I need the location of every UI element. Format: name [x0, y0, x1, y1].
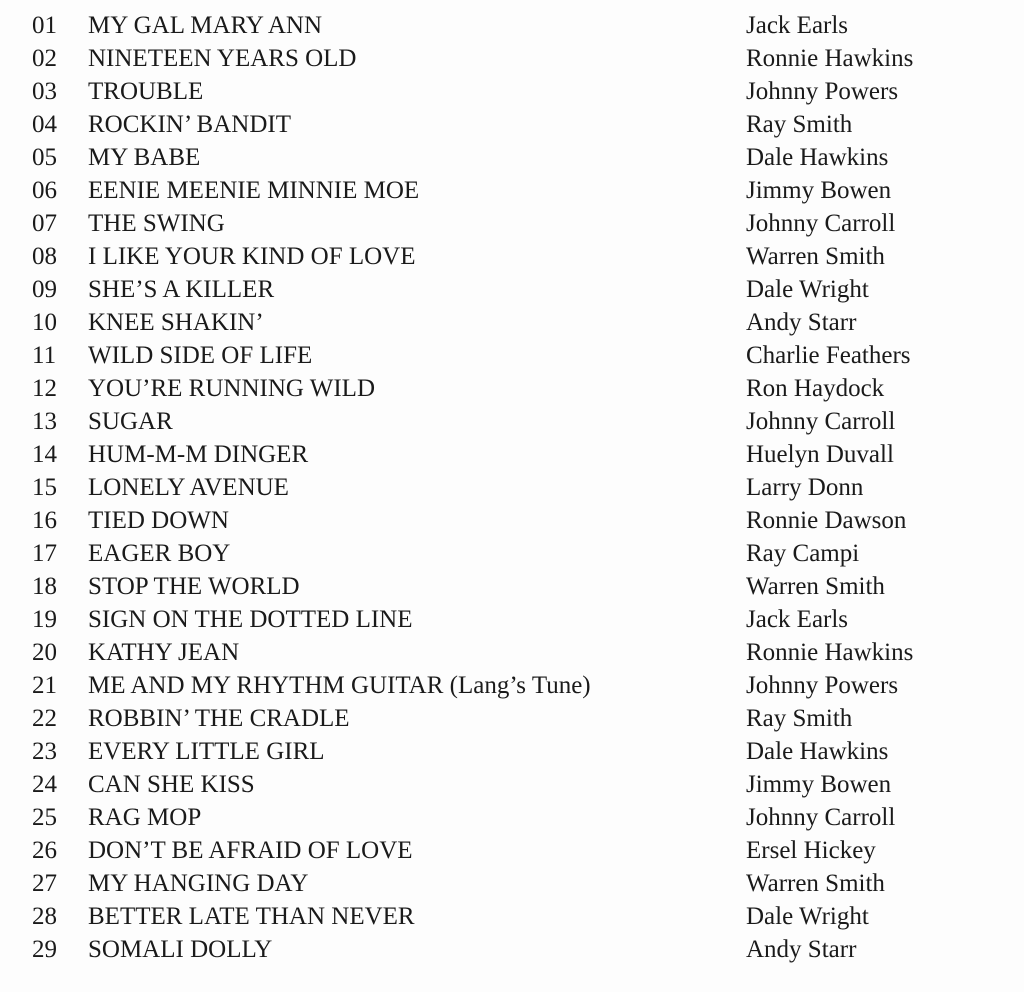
- track-artist: Ray Smith: [746, 111, 853, 138]
- track-row: [0, 900, 1024, 933]
- track-artist: Larry Donn: [746, 474, 864, 501]
- track-row: [0, 933, 1024, 966]
- track-title: BETTER LATE THAN NEVER: [88, 903, 415, 930]
- track-row: [0, 867, 1024, 900]
- track-title: EVERY LITTLE GIRL: [88, 738, 325, 765]
- track-title: KNEE SHAKIN’: [88, 309, 264, 336]
- track-row: [0, 636, 1024, 669]
- track-title: I LIKE YOUR KIND OF LOVE: [88, 243, 416, 270]
- track-number: 17: [32, 540, 57, 567]
- track-title: SOMALI DOLLY: [88, 936, 273, 963]
- track-number: 23: [32, 738, 57, 765]
- track-number: 11: [32, 342, 57, 369]
- track-artist: Jack Earls: [746, 12, 849, 39]
- track-number: 03: [32, 78, 57, 105]
- track-number: 29: [32, 936, 57, 963]
- track-title: TROUBLE: [88, 78, 204, 105]
- track-number: 27: [32, 870, 57, 897]
- track-artist: Charlie Feathers: [746, 342, 911, 369]
- track-number: 06: [32, 177, 57, 204]
- track-number: 15: [32, 474, 57, 501]
- track-artist: Johnny Carroll: [746, 210, 896, 237]
- track-row: [0, 735, 1024, 768]
- track-number: 16: [32, 507, 57, 534]
- track-artist: Ronnie Hawkins: [746, 45, 914, 72]
- track-title: THE SWING: [88, 210, 225, 237]
- track-row: [0, 240, 1024, 273]
- track-row: [0, 768, 1024, 801]
- track-row: [0, 75, 1024, 108]
- track-artist: Dale Hawkins: [746, 738, 889, 765]
- track-row: [0, 339, 1024, 372]
- track-artist: Dale Wright: [746, 903, 869, 930]
- track-artist: Johnny Carroll: [746, 804, 896, 831]
- track-title: ME AND MY RHYTHM GUITAR (Lang’s Tune): [88, 672, 591, 699]
- track-number: 19: [32, 606, 57, 633]
- track-title: EENIE MEENIE MINNIE MOE: [88, 177, 420, 204]
- track-artist: Dale Hawkins: [746, 144, 889, 171]
- track-row: [0, 42, 1024, 75]
- track-number: 01: [32, 12, 57, 39]
- track-title: LONELY AVENUE: [88, 474, 289, 501]
- track-artist: Johnny Powers: [746, 672, 899, 699]
- track-row: [0, 372, 1024, 405]
- track-row: [0, 570, 1024, 603]
- track-artist: Andy Starr: [746, 309, 857, 336]
- track-number: 02: [32, 45, 57, 72]
- track-row: [0, 9, 1024, 42]
- track-number: 13: [32, 408, 57, 435]
- track-artist: Ronnie Hawkins: [746, 639, 914, 666]
- track-artist: Johnny Powers: [746, 78, 899, 105]
- track-number: 28: [32, 903, 57, 930]
- track-artist: Ray Campi: [746, 540, 860, 567]
- track-row: [0, 603, 1024, 636]
- track-title: MY BABE: [88, 144, 201, 171]
- track-artist: Jimmy Bowen: [746, 177, 892, 204]
- track-number: 26: [32, 837, 57, 864]
- track-artist: Warren Smith: [746, 573, 885, 600]
- track-row: [0, 801, 1024, 834]
- track-title: DON’T BE AFRAID OF LOVE: [88, 837, 413, 864]
- track-row: [0, 438, 1024, 471]
- track-artist: Dale Wright: [746, 276, 869, 303]
- track-list: [0, 9, 1024, 966]
- track-title: KATHY JEAN: [88, 639, 240, 666]
- track-artist: Huelyn Duvall: [746, 441, 894, 468]
- track-row: [0, 669, 1024, 702]
- track-number: 18: [32, 573, 57, 600]
- track-title: YOU’RE RUNNING WILD: [88, 375, 375, 402]
- track-artist: Warren Smith: [746, 243, 885, 270]
- track-row: [0, 405, 1024, 438]
- track-number: 24: [32, 771, 57, 798]
- track-number: 04: [32, 111, 57, 138]
- track-title: MY HANGING DAY: [88, 870, 309, 897]
- track-number: 07: [32, 210, 57, 237]
- track-row: [0, 504, 1024, 537]
- track-title: HUM-M-M DINGER: [88, 441, 309, 468]
- track-title: EAGER BOY: [88, 540, 231, 567]
- track-row: [0, 108, 1024, 141]
- track-title: STOP THE WORLD: [88, 573, 300, 600]
- track-title: ROCKIN’ BANDIT: [88, 111, 291, 138]
- track-number: 22: [32, 705, 57, 732]
- track-artist: Jimmy Bowen: [746, 771, 892, 798]
- track-number: 05: [32, 144, 57, 171]
- track-title: NINETEEN YEARS OLD: [88, 45, 357, 72]
- track-number: 25: [32, 804, 57, 831]
- track-artist: Ray Smith: [746, 705, 853, 732]
- track-row: [0, 174, 1024, 207]
- track-row: [0, 537, 1024, 570]
- track-artist: Warren Smith: [746, 870, 885, 897]
- track-artist: Ronnie Dawson: [746, 507, 907, 534]
- track-number: 14: [32, 441, 57, 468]
- track-number: 21: [32, 672, 57, 699]
- track-row: [0, 141, 1024, 174]
- track-title: SHE’S A KILLER: [88, 276, 275, 303]
- track-artist: Ersel Hickey: [746, 837, 876, 864]
- track-artist: Johnny Carroll: [746, 408, 896, 435]
- track-row: [0, 471, 1024, 504]
- track-title: MY GAL MARY ANN: [88, 12, 323, 39]
- track-title: SUGAR: [88, 408, 173, 435]
- track-row: [0, 834, 1024, 867]
- track-row: [0, 207, 1024, 240]
- track-number: 10: [32, 309, 57, 336]
- track-row: [0, 702, 1024, 735]
- track-title: RAG MOP: [88, 804, 202, 831]
- track-title: ROBBIN’ THE CRADLE: [88, 705, 350, 732]
- track-row: [0, 306, 1024, 339]
- track-title: CAN SHE KISS: [88, 771, 255, 798]
- track-number: 08: [32, 243, 57, 270]
- track-artist: Andy Starr: [746, 936, 857, 963]
- track-title: SIGN ON THE DOTTED LINE: [88, 606, 413, 633]
- track-number: 12: [32, 375, 57, 402]
- track-number: 20: [32, 639, 57, 666]
- track-artist: Ron Haydock: [746, 375, 885, 402]
- track-title: TIED DOWN: [88, 507, 229, 534]
- track-title: WILD SIDE OF LIFE: [88, 342, 313, 369]
- track-artist: Jack Earls: [746, 606, 849, 633]
- track-row: [0, 273, 1024, 306]
- track-number: 09: [32, 276, 57, 303]
